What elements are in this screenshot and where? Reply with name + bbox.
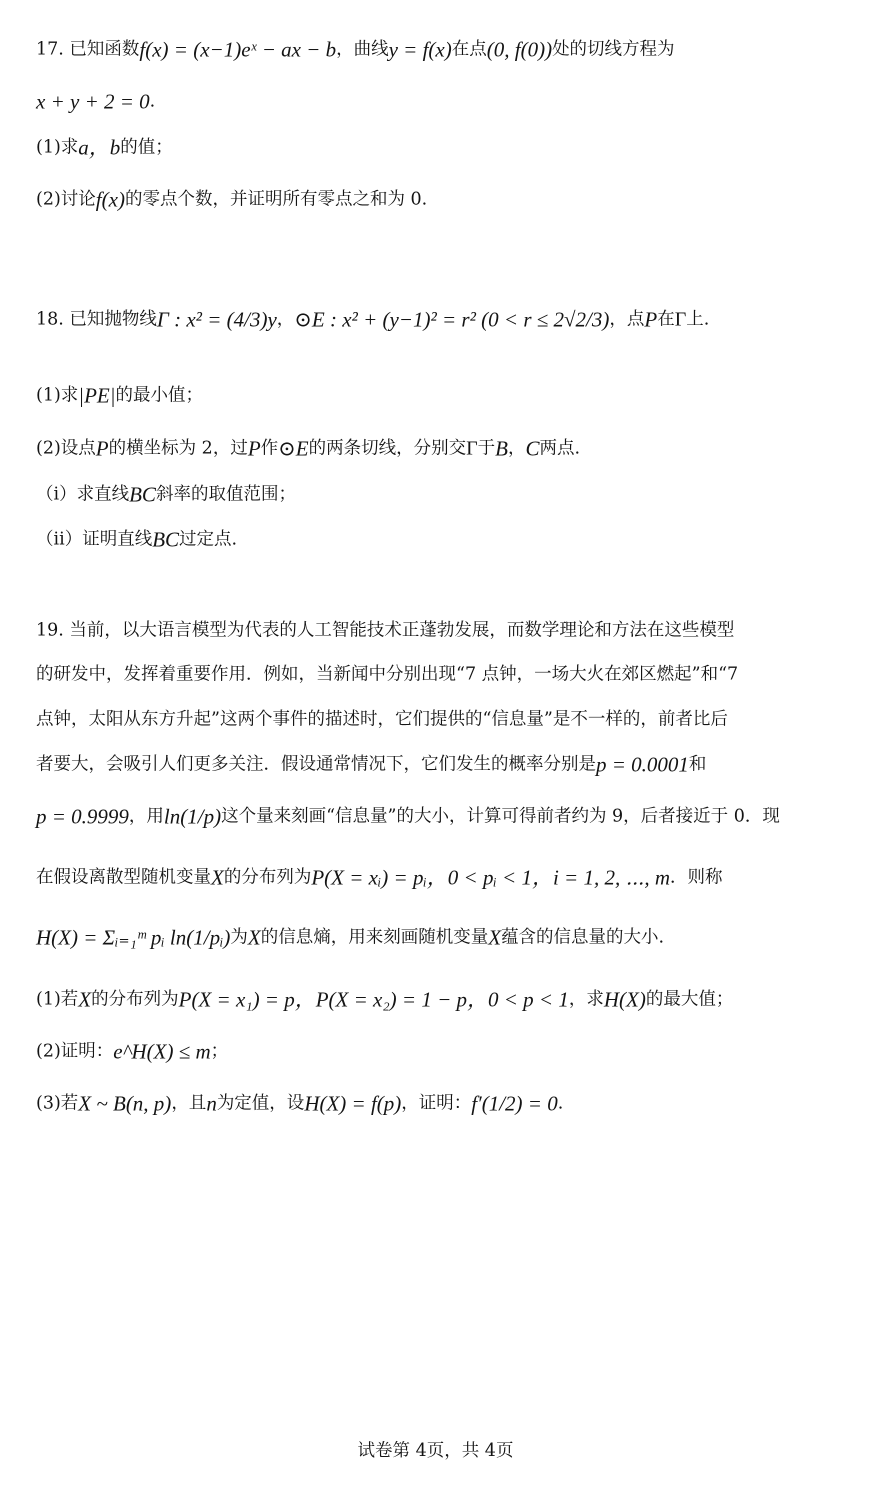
q19-text: 的研发中，发挥着重要作用．例如，当新闻中分别出现“7 点钟，一场大火在郊区燃起”和“7 xyxy=(36,664,739,685)
q19-variable-x: X xyxy=(488,925,502,950)
q17-line-1 xyxy=(36,36,675,63)
q18-text: 的两条切线，分别交 xyxy=(308,438,467,459)
q19-text: 这个量来刻画“信息量”的大小，计算可得前者约为 9，后者接近于 0．现 xyxy=(221,806,780,827)
q17-text: ，曲线 xyxy=(336,39,389,60)
q18-point-p: P xyxy=(247,436,261,461)
q19-text: ，证明： xyxy=(401,1093,472,1114)
q18-point-p: P xyxy=(644,307,658,332)
q18-part-1 xyxy=(36,382,203,409)
q17-text: 的值； xyxy=(120,137,173,158)
q17-tangent-equation: x + y + 2 = 0 xyxy=(36,89,150,114)
q17-function-formula: f(x) = (x−1)eˣ − ax − b xyxy=(139,37,337,62)
q18-text: 斜率的取值范围； xyxy=(155,484,296,505)
q17-text: (2)讨论 xyxy=(36,189,96,210)
q17-text: (1)求 xyxy=(36,137,79,158)
q18-text: ， xyxy=(507,438,526,459)
q18-text: ，点 xyxy=(609,309,645,330)
q18-point-b: B xyxy=(495,436,508,461)
q18-text: ， xyxy=(276,309,295,330)
q18-text: （ii）证明直线 xyxy=(36,529,153,550)
q19-binomial-formula: X ~ B(n, p) xyxy=(78,1091,172,1116)
q17-part-1 xyxy=(36,134,173,161)
q19-variable-n: n xyxy=(206,1091,217,1116)
page-footer: 试卷第 4页，共 4页 xyxy=(357,1441,514,1461)
q19-line-4 xyxy=(36,751,706,778)
q19-text: ．则称 xyxy=(670,867,723,888)
q19-probability-formula: p = 0.0001 xyxy=(596,752,689,777)
q19-text: 者要大，会吸引人们更多关注．假设通常情况下，它们发生的概率分别是 xyxy=(36,754,596,775)
q18-parabola-formula: Γ : x² = (4/3)y xyxy=(156,307,277,332)
q18-line-bc: BC xyxy=(152,527,180,552)
q18-circle-symbol: ⊙E xyxy=(278,436,309,461)
q19-text: 的信息熵，用来刻画随机变量 xyxy=(260,927,489,948)
q19-variable-x: X xyxy=(247,925,261,950)
q19-variable-x: X xyxy=(78,987,92,1012)
q19-line-2 xyxy=(36,661,738,688)
q17-fx-formula: f(x) xyxy=(95,187,125,212)
q19-text: 的最大值； xyxy=(645,989,734,1010)
q19-text: 在假设离散型随机变量 xyxy=(36,867,211,888)
q18-point-p: P xyxy=(95,436,109,461)
q17-line-2 xyxy=(36,88,155,115)
q19-inequality-formula: e^H(X) ≤ m xyxy=(113,1039,211,1064)
q17-ab-formula: a，b xyxy=(78,135,121,160)
q19-text: 19. 当前，以大语言模型为代表的人工智能技术正蓬勃发展，而数学理论和方法在这些模型 xyxy=(36,620,735,641)
q18-gamma-symbol: Γ xyxy=(466,437,478,460)
q18-text: 于 xyxy=(477,438,496,459)
q18-part-2 xyxy=(36,435,580,462)
q17-text: 的零点个数，并证明所有零点之和为 0. xyxy=(124,189,428,210)
q19-line-1 xyxy=(36,617,734,644)
q19-text: ，且 xyxy=(171,1093,207,1114)
q19-log-formula: ln(1/p) xyxy=(163,804,222,829)
q19-variable-x: X xyxy=(211,865,224,890)
q19-text: 蕴含的信息量的大小. xyxy=(501,927,665,948)
q18-text: 上. xyxy=(686,309,710,330)
q18-circle-formula: ⊙E : x² + (y−1)² = r² (0 < r ≤ 2√2/3) xyxy=(294,307,610,332)
q19-part-3 xyxy=(36,1090,563,1117)
q19-entropy-symbol: H(X) xyxy=(603,987,646,1012)
q19-text: 的分布列为 xyxy=(223,867,312,888)
q18-line-bc: BC xyxy=(129,482,156,507)
q19-text: ； xyxy=(210,1041,229,1062)
q19-probability-formula: p = 0.9999 xyxy=(36,804,129,829)
q19-text: (2)证明： xyxy=(36,1041,114,1062)
q18-text: （i）求直线 xyxy=(36,484,130,505)
q19-function-definition: H(X) = f(p) xyxy=(304,1091,402,1116)
q18-text: 两点. xyxy=(539,438,581,459)
q19-text: . xyxy=(557,1093,564,1114)
q17-text: 17. 已知函数 xyxy=(36,39,140,60)
q17-part-2 xyxy=(36,186,427,213)
q18-text: 在 xyxy=(657,309,675,330)
q17-point-formula: (0, f(0)) xyxy=(486,37,553,62)
q19-text: ，求 xyxy=(568,989,604,1010)
q19-two-point-distribution: P(X = x₁) = p，P(X = x₂) = 1 − p，0 < p < 1 xyxy=(178,987,569,1012)
q19-text: 为 xyxy=(230,927,248,948)
q19-text: 点钟，太阳从东方升起”这两个事件的描述时，它们提供的“信息量”是不一样的，前者比后 xyxy=(36,709,728,730)
q19-text: 的分布列为 xyxy=(91,989,179,1010)
q17-curve-formula: y = f(x) xyxy=(388,37,452,62)
q19-derivative-formula: f′(1/2) = 0 xyxy=(471,1091,558,1116)
q19-text: (3)若 xyxy=(36,1093,79,1114)
q19-line-3 xyxy=(36,706,728,733)
q18-point-c: C xyxy=(525,436,540,461)
q18-text: 18. 已知抛物线 xyxy=(36,309,157,330)
q18-subpart-ii xyxy=(36,526,237,553)
q19-text: ，用 xyxy=(128,806,164,827)
q18-text: 的横坐标为 2，过 xyxy=(108,438,248,459)
q19-text: 为定值，设 xyxy=(216,1093,305,1114)
q18-text: (2)设点 xyxy=(36,438,96,459)
q18-text: 过定点. xyxy=(179,529,238,550)
q18-line-1 xyxy=(36,306,709,333)
q19-line-6 xyxy=(36,864,723,891)
q19-text: (1)若 xyxy=(36,989,79,1010)
q17-text: 在点 xyxy=(451,39,487,60)
q19-text: 和 xyxy=(688,754,707,775)
q18-text: 作 xyxy=(260,438,279,459)
q18-subpart-i xyxy=(36,481,296,508)
q19-distribution-formula: P(X = xᵢ) = pᵢ，0 < pᵢ < 1，i = 1, 2, ⋯, m xyxy=(311,865,671,890)
q18-gamma-symbol: Γ xyxy=(674,308,687,331)
q19-part-1 xyxy=(36,986,733,1013)
q19-part-2 xyxy=(36,1038,228,1065)
q18-text: (1)求 xyxy=(36,385,79,406)
q19-entropy-formula: H(X) = Σᵢ₌₁ᵐ pᵢ ln(1/pᵢ) xyxy=(36,925,231,950)
q19-line-5 xyxy=(36,803,780,830)
q18-text: 的最小值； xyxy=(115,385,203,406)
q19-line-7 xyxy=(36,924,664,951)
q17-text: . xyxy=(149,91,156,112)
q17-text: 处的切线方程为 xyxy=(552,39,675,60)
q18-pe-formula: |PE| xyxy=(78,383,116,408)
